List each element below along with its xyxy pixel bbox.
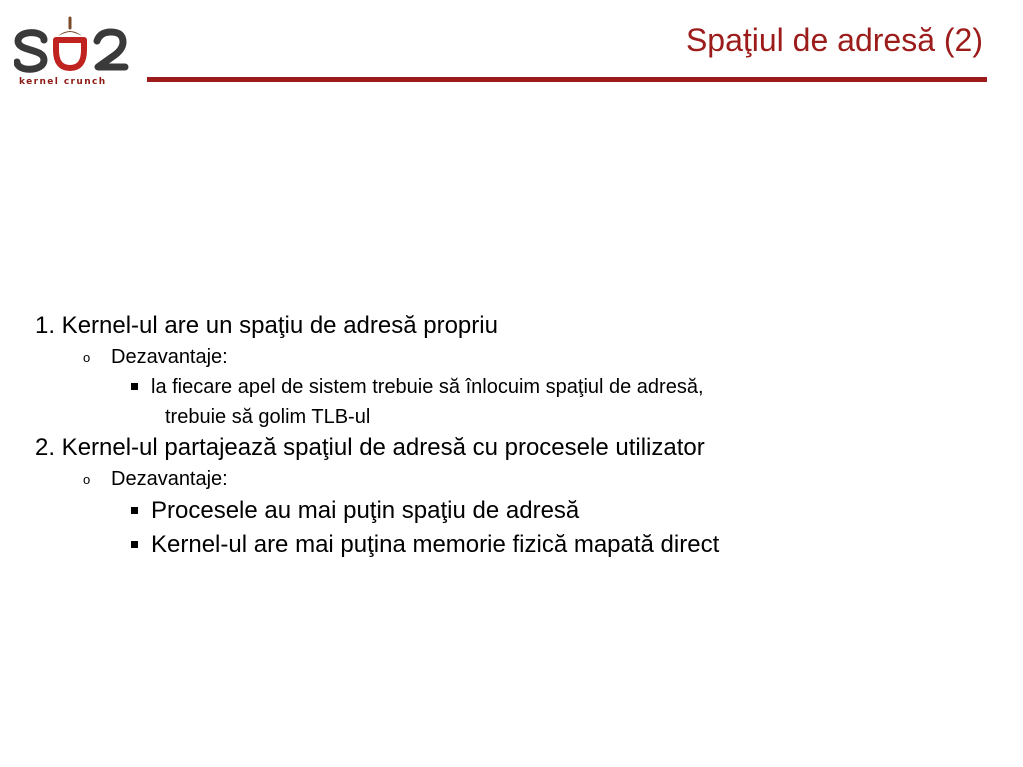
so2-logo xyxy=(14,10,132,87)
square-bullet-icon xyxy=(131,541,138,548)
sub-item-1-label: Dezavantaje: xyxy=(111,346,228,368)
sub-item-2-label: Dezavantaje: xyxy=(111,468,228,490)
circle-bullet-icon: o xyxy=(83,472,91,487)
list-item-2: 2. Kernel-ul partajează spaţiul de adresă cu procesele utilizator xyxy=(35,434,705,461)
slide-title: Spaţiul de adresă (2) xyxy=(685,22,983,58)
sub-sub-item-2-2-text: Kernel-ul are mai puţina memorie fizică mapată direct xyxy=(151,531,720,558)
so2-logo-mark xyxy=(14,10,132,76)
sub-item-2 xyxy=(35,464,995,494)
sub-sub-item-1-1-line1: la fiecare apel de sistem trebuie să înlocuim spaţiul de adresă, xyxy=(151,376,704,398)
square-bullet-icon xyxy=(131,383,138,390)
square-bullet-icon xyxy=(131,507,138,514)
title-underline xyxy=(147,77,987,82)
sub-item-1 xyxy=(35,342,995,372)
logo-tagline: kernel crunch xyxy=(19,77,107,87)
sub-sub-item-1-1 xyxy=(35,372,951,432)
slide-content xyxy=(35,310,995,562)
sub-sub-item-2-2 xyxy=(35,528,995,562)
sub-sub-item-2-1 xyxy=(35,494,995,528)
list-item-1: 1. Kernel-ul are un spaţiu de adresă propriu xyxy=(35,312,498,339)
circle-bullet-icon: o xyxy=(83,350,91,365)
sub-sub-item-2-1-text: Procesele au mai puţin spaţiu de adresă xyxy=(151,497,580,524)
sub-sub-item-1-1-line2: trebuie să golim TLB-ul xyxy=(165,406,371,428)
